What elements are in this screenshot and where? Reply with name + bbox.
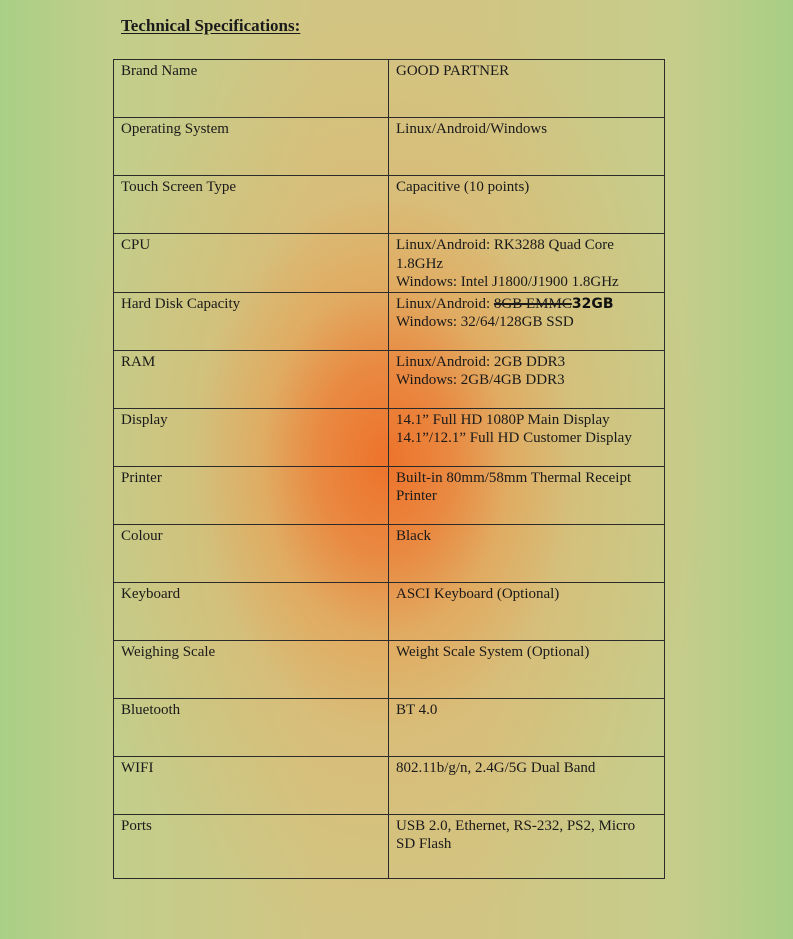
spec-value-line: Windows: 2GB/4GB DDR3 xyxy=(396,372,565,388)
spec-value-line: GOOD PARTNER xyxy=(396,63,510,79)
table-row-weighing-scale xyxy=(114,640,665,698)
table-row-display xyxy=(114,408,665,466)
spec-value xyxy=(389,292,665,350)
spec-value-line: Linux/Android: 2GB DDR3 xyxy=(396,353,566,370)
spec-value-line: USB 2.0, Ethernet, RS-232, PS2, Micro SD Flash xyxy=(396,817,636,852)
spec-value xyxy=(389,756,665,814)
spec-value-line: Capacitive (10 points) xyxy=(396,179,530,195)
spec-value xyxy=(389,640,665,698)
spec-label: Brand Name xyxy=(114,60,389,118)
spec-value-line: 14.1”/12.1” Full HD Customer Display xyxy=(396,430,632,446)
table-row-hard-disk-capacity xyxy=(114,292,665,350)
spec-value xyxy=(389,408,665,466)
spec-value-line: BT 4.0 xyxy=(396,701,438,718)
added-text: 32GB xyxy=(571,295,614,312)
spec-label: Bluetooth xyxy=(114,698,389,756)
table-row-wifi xyxy=(114,756,665,814)
spec-label: CPU xyxy=(114,234,389,293)
spec-value-prefix: Linux/Android: xyxy=(396,295,494,312)
spec-value xyxy=(389,60,665,118)
table-row-ram xyxy=(114,350,665,408)
spec-label: Touch Screen Type xyxy=(114,176,389,234)
spec-value xyxy=(389,698,665,756)
spec-value-line xyxy=(396,295,657,314)
table-row-ports xyxy=(114,814,665,878)
table-row-printer xyxy=(114,466,665,524)
spec-value xyxy=(389,582,665,640)
table-row-colour xyxy=(114,524,665,582)
table-row-operating-system xyxy=(114,118,665,176)
spec-value xyxy=(389,524,665,582)
spec-value-line: 802.11b/g/n, 2.4G/5G Dual Band xyxy=(396,759,596,776)
spec-value-line: Linux/Android: RK3288 Quad Core 1.8GHz xyxy=(396,237,614,272)
spec-value xyxy=(389,350,665,408)
spec-value xyxy=(389,118,665,176)
spec-value xyxy=(389,234,665,293)
spec-label: WIFI xyxy=(114,756,389,814)
spec-value-line: Linux/Android/Windows xyxy=(396,121,548,137)
spec-label: Hard Disk Capacity xyxy=(114,292,389,350)
spec-value-line: Windows: 32/64/128GB SSD xyxy=(396,314,574,330)
table-row-cpu xyxy=(114,234,665,293)
spec-value-line: Black xyxy=(396,527,431,544)
spec-value-line: Weight Scale System (Optional) xyxy=(396,643,590,660)
page-title: Technical Specifications: xyxy=(121,16,301,35)
spec-label: RAM xyxy=(114,350,389,408)
table-row-touch-screen-type xyxy=(114,176,665,234)
specifications-table xyxy=(113,59,665,879)
spec-value-line: 14.1” Full HD 1080P Main Display xyxy=(396,411,610,428)
table-row-bluetooth xyxy=(114,698,665,756)
spec-label: Ports xyxy=(114,814,389,878)
spec-label: Keyboard xyxy=(114,582,389,640)
spec-value xyxy=(389,814,665,878)
spec-value xyxy=(389,466,665,524)
spec-value-line: ASCI Keyboard (Optional) xyxy=(396,585,560,602)
struck-out-text: 8GB EMMC xyxy=(493,295,572,312)
spec-value-line: Built-in 80mm/58mm Thermal Receipt Printer xyxy=(396,469,632,504)
table-row-brand-name xyxy=(114,60,665,118)
spec-value-line: Windows: Intel J1800/J1900 1.8GHz xyxy=(396,274,619,290)
spec-label: Weighing Scale xyxy=(114,640,389,698)
spec-value xyxy=(389,176,665,234)
spec-label: Operating System xyxy=(114,118,389,176)
spec-label: Display xyxy=(114,408,389,466)
spec-label: Colour xyxy=(114,524,389,582)
table-row-keyboard xyxy=(114,582,665,640)
spec-label: Printer xyxy=(114,466,389,524)
